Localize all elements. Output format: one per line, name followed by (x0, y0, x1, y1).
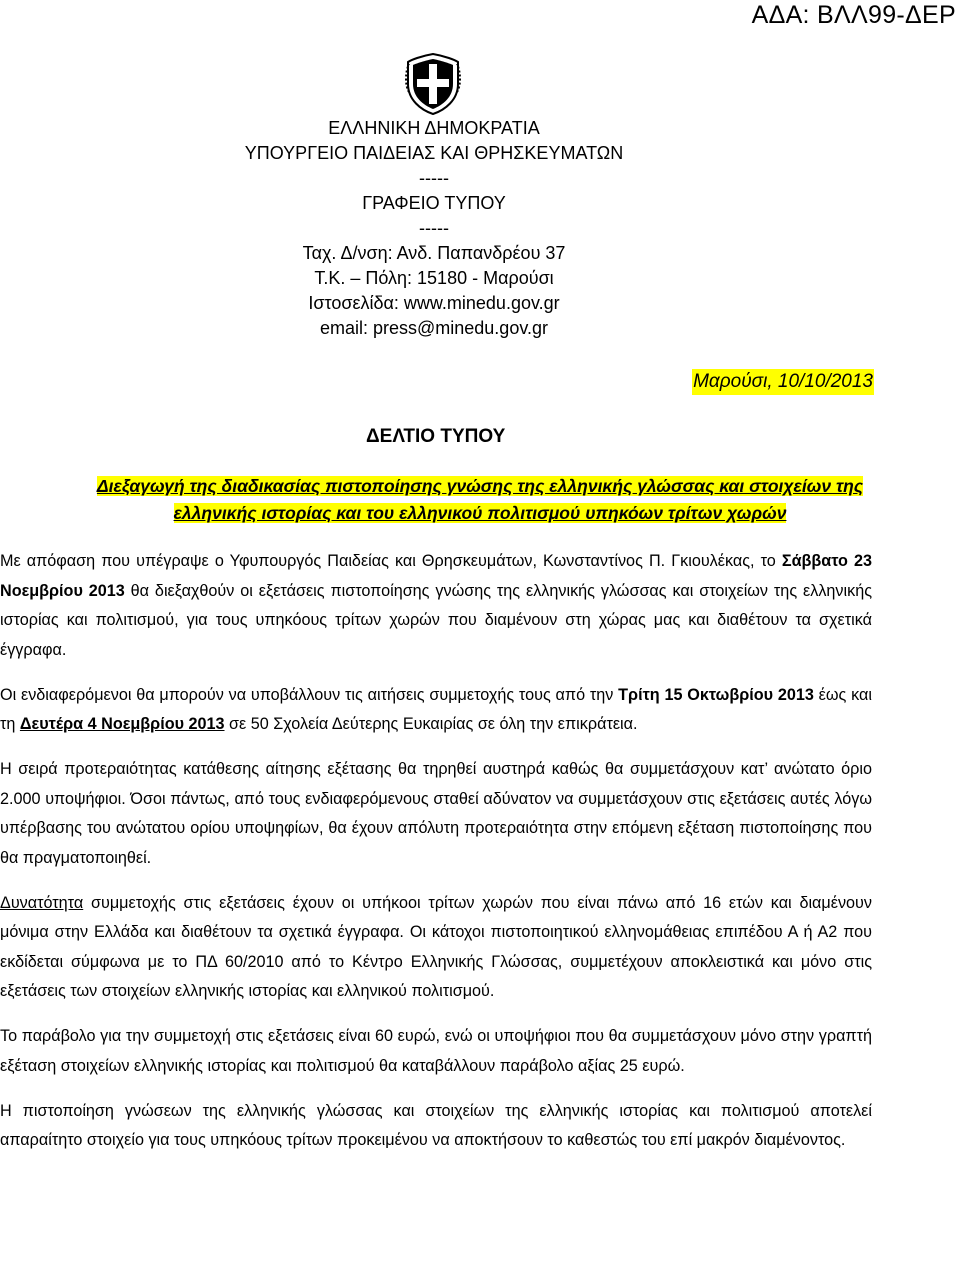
header-ministry: ΥΠΟΥΡΓΕΙΟ ΠΑΙΔΕΙΑΣ ΚΑΙ ΘΡΗΣΚΕΥΜΑΤΩΝ (244, 143, 624, 163)
application-start-date: Τρίτη 15 Οκτωβρίου 2013 (618, 685, 814, 704)
paragraph-exam-date: Με απόφαση που υπέγραψε ο Υφυπουργός Παιδείας και Θρησκευμάτων, Κωνσταντίνος Π. Γκιουλέκας, το Σάββατο 23 Νοεμβρίου 2013 θα διεξαχθούν οι εξετάσεις πιστοποίησης γνώσης της ελληνικής γλώσσας και στοιχείων της ελληνικής ιστορίας και πολιτισμού, για τους υπηκόους τρίτων χωρών που διαμένουν στη χώρας μας και διαθέτουν τα σχετικά έγγραφα. (0, 552, 873, 659)
application-end-date: Δευτέρα 4 Νοεμβρίου 2013 (19, 715, 225, 733)
subject-line-1: Διεξαγωγή της διαδικασίας πιστοποίησης γνώσης της ελληνικής γλώσσας και στοιχείων της (96, 476, 864, 496)
document-date: Μαρούσι, 10/10/2013 (692, 369, 874, 395)
subject-line-2: ελληνικής ιστορίας και του ελληνικού πολιτισμού υπηκόων τρίτων χωρών (173, 503, 787, 523)
press-release-title: ΔΕΛΤΙΟ ΤΥΠΟΥ (366, 426, 506, 447)
paragraph-priority: Η σειρά προτεραιότητας κατάθεσης αίτησης εξέτασης θα τηρηθεί αυστηρά καθώς θα συμμετάσχουν κατ’ ανώτατο όριο 2.000 υποψήφιοι. Όσοι πάντως, από τους ενδιαφερόμενους σταθεί αδύνατον να συμμετάσχουν στις εξετάσεις αυτές λόγω υπέρβασης του ανώτατου ορίου υποψηφίων, θα έχουν απόλυτη προτεραιότητα στην επόμενη εξέταση πιστοποίησης που θα πραγματοποιηθεί. (0, 760, 872, 867)
header-separator: ----- (419, 218, 449, 238)
header-address: Ταχ. Δ/νση: Ανδ. Παπανδρέου 37 (302, 243, 566, 263)
ministry-header (244, 116, 624, 341)
header-separator: ----- (419, 168, 449, 188)
header-email: email: press@minedu.gov.gr (319, 318, 549, 338)
header-website: Ιστοσελίδα: www.minedu.gov.gr (308, 293, 560, 313)
greek-coat-of-arms-emblem (403, 52, 463, 116)
header-country: ΕΛΛΗΝΙΚΗ ΔΗΜΟΚΡΑΤΙΑ (328, 118, 540, 138)
paragraph-certification: Η πιστοποίηση γνώσεων της ελληνικής γλώσσας και στοιχείων της ελληνικής ιστορίας και πολιτισμού αποτελεί απαραίτητο στοιχείο για τους υπηκόους τρίτων προκειμένου να αποκτήσουν το καθεστώς του επί μακρόν διαμένοντος. (0, 1101, 872, 1149)
header-office: ΓΡΑΦΕΙΟ ΤΥΠΟΥ (362, 193, 506, 213)
paragraph-eligibility: Δυνατότητα συμμετοχής στις εξετάσεις έχουν οι υπήκοοι τρίτων χωρών που είναι πάνω από 16 ετών και διαμένουν μόνιμα στην Ελλάδα και διαθέτουν τα σχετικά έγγραφα. Οι κάτοχοι πιστοποιητικού ελληνομάθειας επιπέδου Α ή Α2 που εκδίδεται σύμφωνα με το ΠΔ 60/2010 από το Κέντρο Ελληνικής Γλώσσας, συμμετέχουν αποκλειστικά και μόνο στις εξετάσεις των στοιχείων ελληνικής ιστορίας και ελληνικού πολιτισμού. (0, 893, 872, 1000)
ada-code: ΑΔΑ: ΒΛΛ99-ΔΕΡ (751, 1, 956, 29)
document-body (0, 547, 872, 1171)
paragraph-application-period: Οι ενδιαφερόμενοι θα μπορούν να υποβάλλουν τις αιτήσεις συμμετοχής τους από την Τρίτη 15 Οκτωβρίου 2013 έως και τη Δευτέρα 4 Νοεμβρίου 2013 σε 50 Σχολεία Δεύτερης Ευκαιρίας σε όλη την επικράτεια. (0, 685, 872, 733)
header-city: Τ.Κ. – Πόλη: 15180 - Μαρούσι (314, 268, 554, 288)
exam-date: Σάββατο 23 Νοεμβρίου 2013 (0, 552, 872, 600)
subject-heading (0, 473, 960, 527)
paragraph-fee: Το παράβολο για την συμμετοχή στις εξετάσεις είναι 60 ευρώ, ενώ οι υποψήφιοι που θα συμμετάσχουν μόνο στην γραπτή εξέταση στοιχείων ελληνικής ιστορίας και πολιτισμού θα καταβάλλουν παράβολο αξίας 25 ευρώ. (0, 1027, 872, 1075)
